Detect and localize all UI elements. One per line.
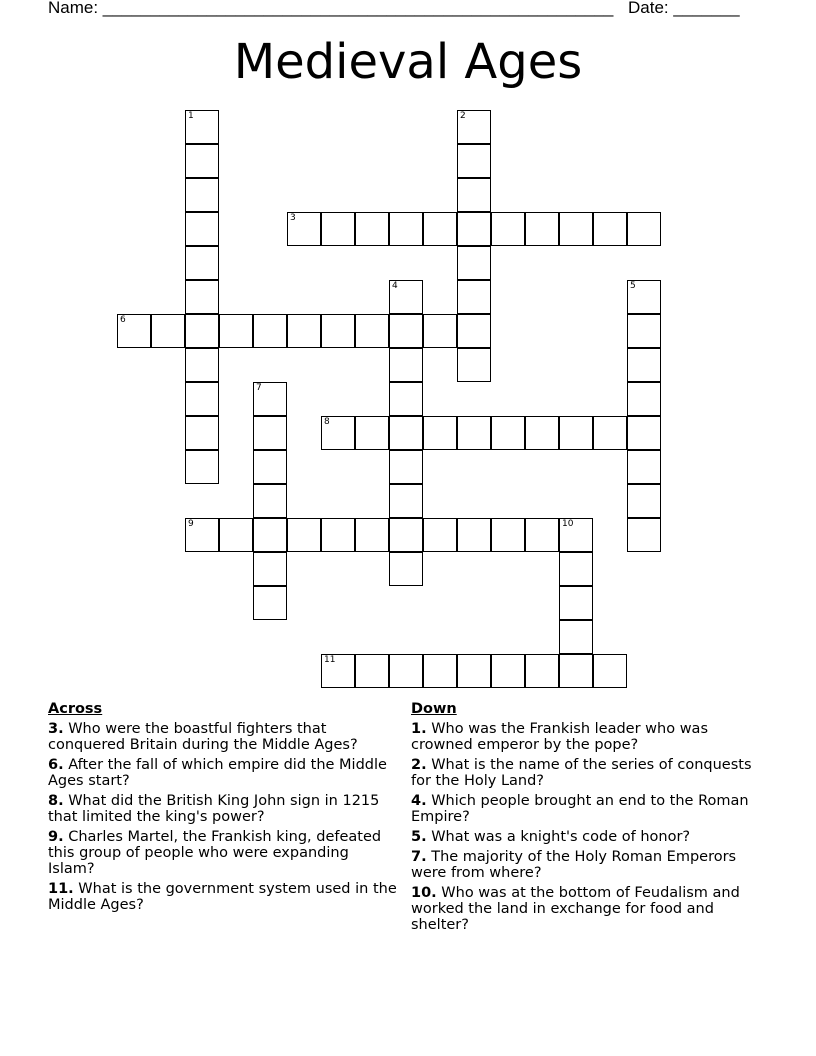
grid-cell[interactable] — [321, 518, 355, 552]
grid-cell[interactable] — [593, 654, 627, 688]
grid-cell[interactable] — [627, 450, 661, 484]
across-clues — [48, 701, 398, 917]
grid-cell[interactable] — [457, 416, 491, 450]
grid-cell[interactable] — [491, 416, 525, 450]
clue-number: 4 — [392, 281, 398, 291]
grid-cell[interactable] — [627, 348, 661, 382]
grid-cell[interactable] — [423, 654, 457, 688]
grid-cell[interactable] — [185, 110, 219, 144]
grid-cell[interactable] — [457, 178, 491, 212]
grid-cell[interactable] — [287, 518, 321, 552]
grid-cell[interactable] — [525, 416, 559, 450]
grid-cell[interactable] — [627, 212, 661, 246]
grid-cell[interactable] — [559, 586, 593, 620]
clue-across-8: 8. What did the British King John sign in 1215 that limited the king's power? — [48, 793, 380, 825]
grid-cell[interactable] — [219, 518, 253, 552]
grid-cell[interactable] — [355, 518, 389, 552]
grid-cell[interactable] — [355, 416, 389, 450]
grid-cell[interactable] — [253, 484, 287, 518]
grid-cell[interactable] — [253, 552, 287, 586]
grid-cell[interactable] — [559, 552, 593, 586]
grid-cell[interactable] — [457, 654, 491, 688]
grid-cell[interactable] — [185, 348, 219, 382]
grid-cell[interactable] — [185, 416, 219, 450]
grid-cell[interactable] — [627, 416, 661, 450]
grid-cell[interactable] — [389, 314, 423, 348]
grid-cell[interactable] — [389, 552, 423, 586]
grid-cell[interactable] — [457, 348, 491, 382]
grid-cell[interactable] — [457, 212, 491, 246]
grid-cell[interactable] — [559, 416, 593, 450]
grid-cell[interactable] — [525, 212, 559, 246]
grid-cell[interactable] — [185, 246, 219, 280]
grid-cell[interactable] — [423, 314, 457, 348]
clue-number: 5 — [630, 281, 636, 291]
grid-cell[interactable] — [423, 212, 457, 246]
grid-cell[interactable] — [423, 518, 457, 552]
grid-cell[interactable] — [627, 382, 661, 416]
grid-cell[interactable] — [627, 484, 661, 518]
grid-cell[interactable] — [559, 620, 593, 654]
grid-cell[interactable] — [457, 280, 491, 314]
clue-across-11: 11. What is the government system used in the Middle Ages? — [48, 881, 397, 913]
grid-cell[interactable] — [389, 518, 423, 552]
grid-cell[interactable] — [389, 416, 423, 450]
grid-cell[interactable] — [457, 144, 491, 178]
grid-cell[interactable] — [185, 382, 219, 416]
grid-cell[interactable] — [491, 212, 525, 246]
grid-cell[interactable] — [559, 654, 593, 688]
grid-cell[interactable] — [185, 450, 219, 484]
grid-cell[interactable] — [253, 416, 287, 450]
clue-down-7: 7. The majority of the Holy Roman Emperors were from where? — [411, 849, 737, 881]
grid-cell[interactable] — [559, 212, 593, 246]
grid-cell[interactable] — [185, 144, 219, 178]
clue-number: 10 — [562, 519, 574, 529]
clue-number: 11 — [324, 655, 336, 665]
clue-number: 7 — [256, 383, 262, 393]
grid-cell[interactable] — [355, 654, 389, 688]
grid-cell[interactable] — [321, 314, 355, 348]
grid-cell[interactable] — [253, 518, 287, 552]
grid-cell[interactable] — [457, 518, 491, 552]
down-heading: Down — [411, 701, 457, 717]
grid-cell[interactable] — [389, 484, 423, 518]
grid-cell[interactable] — [389, 212, 423, 246]
clue-number: 3 — [290, 213, 296, 223]
grid-cell[interactable] — [185, 518, 219, 552]
grid-cell[interactable] — [423, 416, 457, 450]
clue-across-3: 3. Who were the boastful fighters that conquered Britain during the Middle Ages? — [48, 721, 358, 753]
grid-cell[interactable] — [457, 314, 491, 348]
grid-cell[interactable] — [525, 654, 559, 688]
page-title: Medieval Ages — [233, 34, 583, 90]
grid-cell[interactable] — [389, 450, 423, 484]
grid-cell[interactable] — [491, 654, 525, 688]
clue-number: 1 — [188, 111, 194, 121]
grid-cell[interactable] — [389, 280, 423, 314]
grid-cell[interactable] — [287, 314, 321, 348]
clue-number: 2 — [460, 111, 466, 121]
grid-cell[interactable] — [389, 348, 423, 382]
clue-number: 6 — [120, 315, 126, 325]
clue-number: 9 — [188, 519, 194, 529]
grid-cell[interactable] — [457, 110, 491, 144]
grid-cell[interactable] — [321, 416, 355, 450]
clue-number: 8 — [324, 417, 330, 427]
grid-cell[interactable] — [185, 178, 219, 212]
name-field-label: Name: ______________________________________________________ — [48, 0, 614, 17]
grid-cell[interactable] — [219, 314, 253, 348]
across-heading: Across — [48, 701, 103, 717]
grid-cell[interactable] — [253, 586, 287, 620]
grid-cell[interactable] — [185, 280, 219, 314]
clue-down-10: 10. Who was at the bottom of Feudalism and worked the land in exchange for food and shelter? — [411, 885, 740, 933]
clue-down-4: 4. Which people brought an end to the Roman Empire? — [411, 793, 749, 825]
grid-cell[interactable] — [117, 314, 151, 348]
date-field-label: Date: _______ — [628, 0, 740, 17]
grid-cell[interactable] — [389, 654, 423, 688]
clue-down-2: 2. What is the name of the series of conquests for the Holy Land? — [411, 757, 752, 789]
grid-cell[interactable] — [627, 280, 661, 314]
clue-down-1: 1. Who was the Frankish leader who was crowned emperor by the pope? — [411, 721, 709, 753]
grid-cell[interactable] — [185, 212, 219, 246]
grid-cell[interactable] — [287, 212, 321, 246]
grid-cell[interactable] — [559, 518, 593, 552]
grid-cell[interactable] — [627, 314, 661, 348]
clue-down-5: 5. What was a knight's code of honor? — [411, 829, 691, 845]
grid-cell[interactable] — [627, 518, 661, 552]
grid-cell[interactable] — [253, 314, 287, 348]
grid-cell[interactable] — [253, 382, 287, 416]
grid-cell[interactable] — [491, 518, 525, 552]
grid-cell[interactable] — [253, 450, 287, 484]
grid-cell[interactable] — [321, 654, 355, 688]
grid-cell[interactable] — [389, 382, 423, 416]
clue-across-6: 6. After the fall of which empire did the Middle Ages start? — [48, 757, 387, 789]
grid-cell[interactable] — [355, 314, 389, 348]
grid-cell[interactable] — [151, 314, 185, 348]
grid-cell[interactable] — [321, 212, 355, 246]
grid-cell[interactable] — [593, 212, 627, 246]
clue-across-9: 9. Charles Martel, the Frankish king, defeated this group of people who were expanding Islam? — [48, 829, 382, 877]
down-clues — [411, 701, 761, 937]
grid-cell[interactable] — [457, 246, 491, 280]
grid-cell[interactable] — [185, 314, 219, 348]
grid-cell[interactable] — [525, 518, 559, 552]
grid-cell[interactable] — [593, 416, 627, 450]
grid-cell[interactable] — [355, 212, 389, 246]
